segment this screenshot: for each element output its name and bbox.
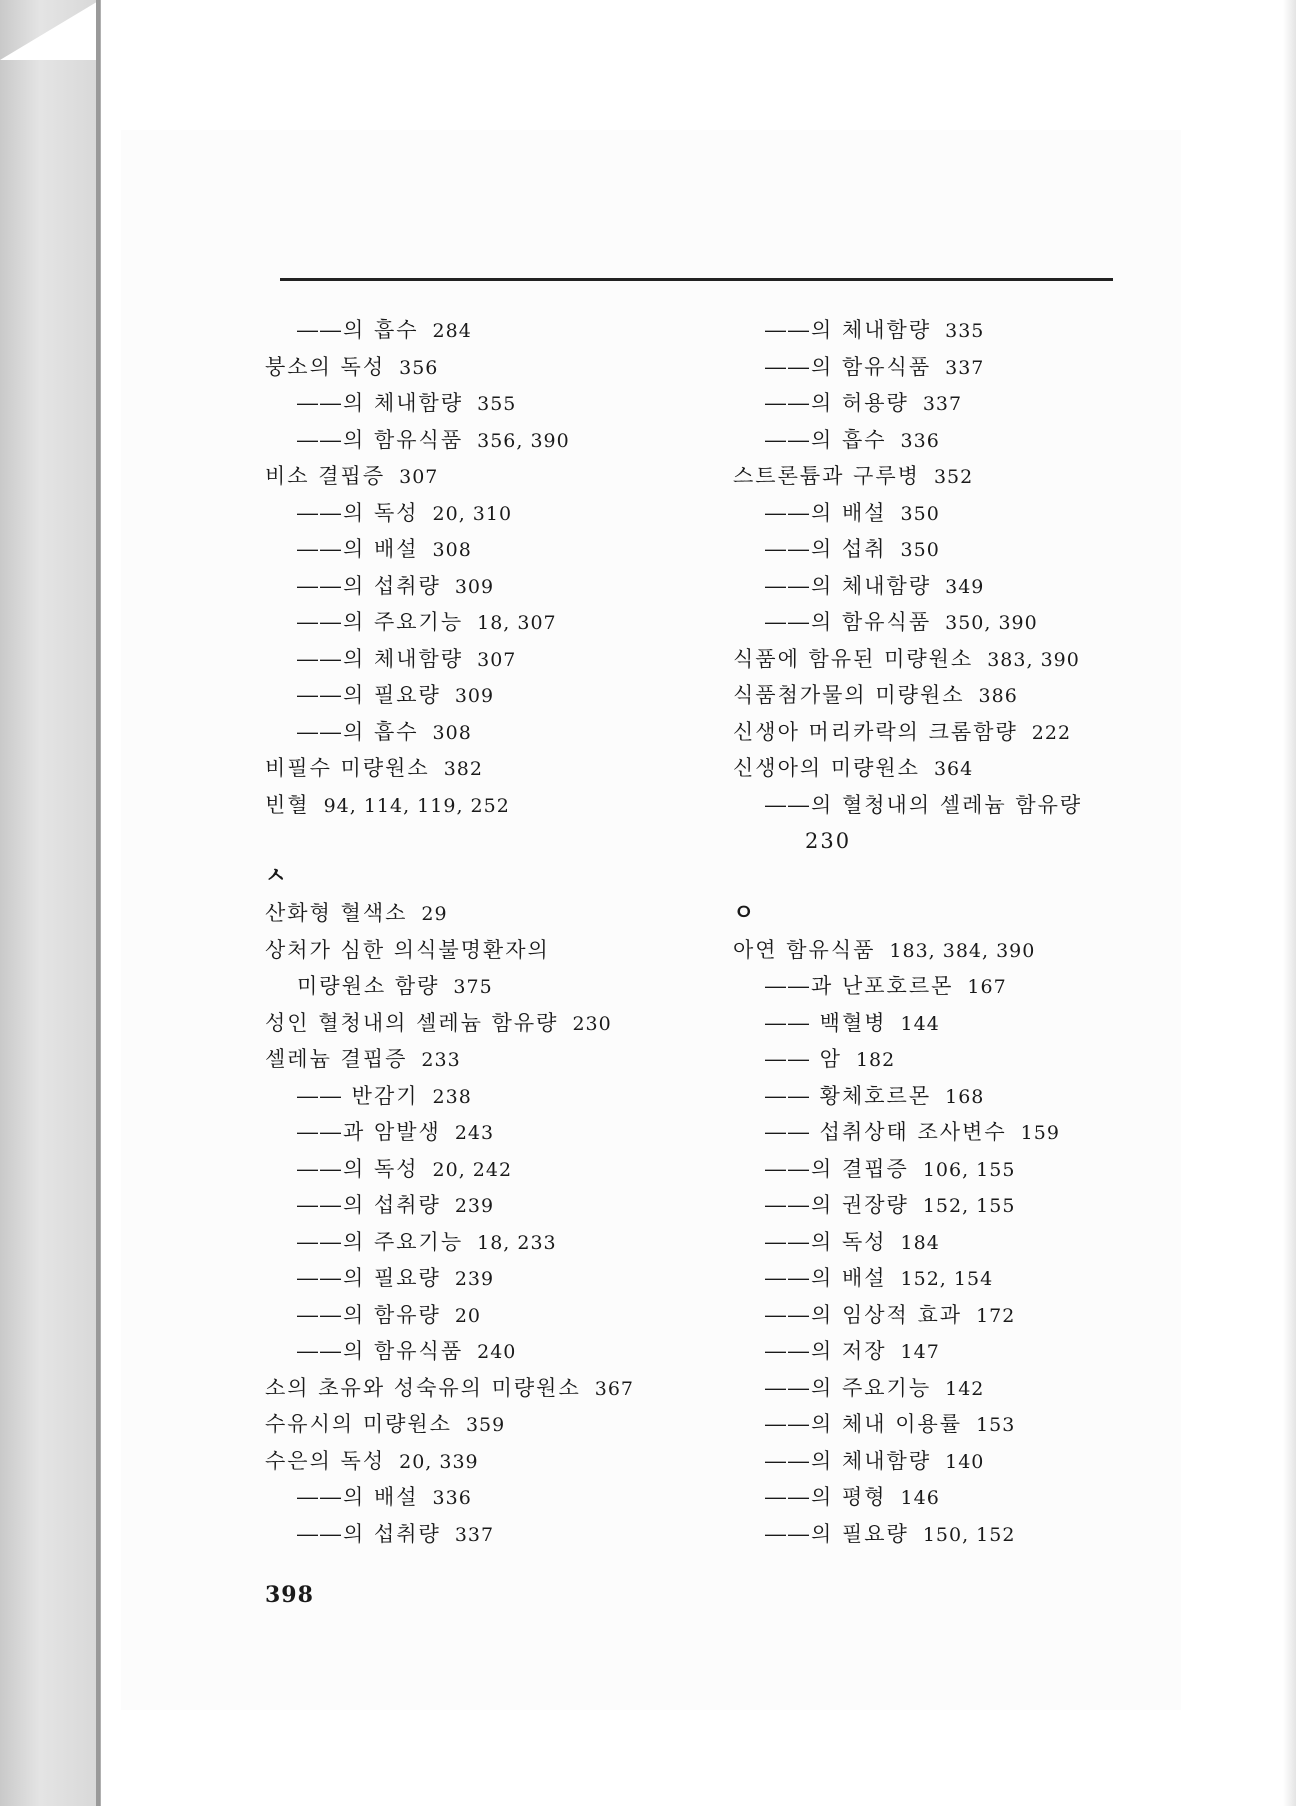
index-entry bbox=[733, 312, 1113, 349]
index-entry bbox=[733, 1260, 1113, 1297]
index-entry bbox=[733, 787, 1113, 824]
index-term: ――의 평형 bbox=[765, 1485, 887, 1509]
index-page-refs: 20, 242 bbox=[432, 1158, 513, 1181]
index-entry bbox=[733, 968, 1113, 1005]
index-page-refs: 222 bbox=[1031, 721, 1072, 744]
index-page-refs: 349 bbox=[945, 575, 985, 598]
index-page-refs: 150, 152 bbox=[922, 1523, 1016, 1546]
index-term: 상처가 심한 의식불명환자의 bbox=[265, 937, 550, 962]
index-page-refs: 106, 155 bbox=[922, 1158, 1016, 1181]
index-term: ――의 주요기능 bbox=[297, 1229, 464, 1254]
index-term: ――의 함유식품 bbox=[297, 427, 464, 452]
index-entry bbox=[733, 823, 1113, 860]
index-term: ――의 섭취 bbox=[765, 537, 887, 561]
index-page-refs: 159 bbox=[1020, 1122, 1060, 1144]
index-entry bbox=[265, 385, 735, 422]
index-term: ―― 백혈병 bbox=[765, 1010, 887, 1035]
index-page-refs: 308 bbox=[432, 539, 472, 561]
index-entry bbox=[733, 1151, 1113, 1188]
index-entry bbox=[265, 1406, 735, 1443]
index-term: ――의 체내함량 bbox=[297, 646, 464, 671]
index-page-refs: 356 bbox=[399, 356, 439, 379]
index-entry bbox=[265, 1516, 735, 1553]
index-term: ――의 함유량 bbox=[297, 1302, 441, 1327]
index-entry bbox=[265, 422, 735, 459]
index-page-refs: 309 bbox=[454, 575, 495, 598]
index-term: ――의 체내함량 bbox=[765, 1448, 932, 1473]
index-page-refs: 350 bbox=[900, 502, 940, 525]
index-term: ――의 독성 bbox=[765, 1229, 887, 1254]
index-page-refs: 182 bbox=[855, 1049, 896, 1071]
index-term: ――의 배설 bbox=[765, 1266, 887, 1290]
index-entry bbox=[733, 1114, 1113, 1151]
index-page-refs: 355 bbox=[477, 393, 517, 415]
index-term: 빈혈 bbox=[265, 792, 310, 817]
index-term: ――의 배설 bbox=[765, 500, 887, 525]
index-term: ――의 체내 이용률 bbox=[765, 1412, 963, 1436]
index-term: ――의 배설 bbox=[297, 537, 419, 561]
index-term: ――의 주요기능 bbox=[765, 1375, 932, 1400]
index-page-refs: 309 bbox=[454, 685, 495, 707]
index-entry bbox=[265, 1151, 735, 1188]
index-page-refs: 337 bbox=[945, 356, 985, 379]
index-page-refs: 172 bbox=[976, 1304, 1016, 1327]
index-entry bbox=[733, 458, 1113, 495]
index-page-refs: 140 bbox=[945, 1450, 985, 1473]
index-term: ―― 암 bbox=[765, 1047, 842, 1071]
index-term: ――의 허용량 bbox=[765, 391, 909, 415]
index-section-heading: ㅅ bbox=[265, 863, 289, 889]
index-term: 신생아의 미량원소 bbox=[733, 756, 920, 780]
index-page-refs: 152, 155 bbox=[922, 1195, 1016, 1217]
index-term: ――의 독성 bbox=[297, 500, 419, 525]
index-term: 소의 초유와 성숙유의 미량원소 bbox=[265, 1375, 581, 1400]
index-entry bbox=[265, 1443, 735, 1480]
index-term: ――의 임상적 효과 bbox=[765, 1302, 963, 1327]
index-term: ――의 체내함량 bbox=[297, 391, 464, 415]
index-entry bbox=[265, 312, 735, 349]
index-entry bbox=[733, 1370, 1113, 1407]
index-page-refs: 233 bbox=[421, 1049, 461, 1071]
index-page-refs: 240 bbox=[477, 1341, 517, 1363]
index-spacer bbox=[265, 823, 735, 857]
index-entry bbox=[733, 495, 1113, 532]
index-page-refs: 337 bbox=[922, 393, 963, 415]
index-entry bbox=[265, 1078, 735, 1115]
index-page-refs: 367 bbox=[594, 1377, 635, 1400]
index-entry bbox=[733, 422, 1113, 459]
index-term: ――의 혈청내의 셀레늄 함유량 bbox=[765, 792, 1083, 817]
index-page-refs: 239 bbox=[454, 1268, 495, 1290]
index-page-refs: 29 bbox=[421, 903, 448, 925]
index-entry bbox=[733, 1041, 1113, 1078]
index-page-refs: 383, 390 bbox=[987, 648, 1080, 671]
index-page-refs: 356, 390 bbox=[477, 429, 570, 452]
index-entry bbox=[733, 714, 1113, 751]
index-entry bbox=[265, 895, 735, 932]
index-page-refs: 307 bbox=[477, 648, 517, 671]
index-page-refs: 20, 339 bbox=[399, 1450, 479, 1473]
index-term: 비필수 미량원소 bbox=[265, 756, 430, 780]
index-entry bbox=[733, 1078, 1113, 1115]
index-entry bbox=[733, 568, 1113, 605]
index-entry bbox=[733, 531, 1113, 568]
index-entry bbox=[265, 349, 735, 386]
index-page-refs: 336 bbox=[900, 429, 940, 452]
index-page-refs: 142 bbox=[945, 1377, 985, 1400]
index-term: 셀레늄 결핍증 bbox=[265, 1047, 408, 1071]
index-page-refs: 20 bbox=[454, 1304, 482, 1327]
index-entry bbox=[265, 714, 735, 751]
index-page-refs: 350, 390 bbox=[945, 612, 1038, 634]
index-term: ――의 흡수 bbox=[297, 719, 419, 744]
index-term: 비소 결핍증 bbox=[265, 464, 386, 488]
index-page-refs: 352 bbox=[933, 466, 974, 488]
index-entry bbox=[265, 495, 735, 532]
index-entry bbox=[733, 1333, 1113, 1370]
index-term: 식품첨가물의 미량원소 bbox=[733, 683, 965, 707]
index-page-refs: 18, 307 bbox=[477, 612, 557, 634]
index-page-refs: 350 bbox=[900, 539, 940, 561]
header-rule bbox=[280, 278, 1113, 281]
index-page-refs: 239 bbox=[454, 1195, 495, 1217]
index-term: ―― 반감기 bbox=[297, 1083, 419, 1108]
index-entry bbox=[733, 1406, 1113, 1443]
index-entry bbox=[265, 677, 735, 714]
index-term: ――과 암발생 bbox=[297, 1120, 441, 1144]
index-term: ――의 함유식품 bbox=[765, 354, 932, 379]
index-entry bbox=[265, 1297, 735, 1334]
index-entry bbox=[733, 1479, 1113, 1516]
index-term: 수유시의 미량원소 bbox=[265, 1412, 452, 1436]
index-page-refs: 184 bbox=[900, 1231, 940, 1254]
index-term: ――의 흡수 bbox=[297, 318, 419, 342]
index-term: ――의 배설 bbox=[297, 1485, 419, 1509]
index-term: 신생아 머리카락의 크롬함량 bbox=[733, 719, 1018, 744]
index-entry bbox=[733, 1224, 1113, 1261]
index-entry bbox=[733, 932, 1113, 969]
index-entry bbox=[265, 1333, 735, 1370]
index-entry bbox=[733, 641, 1113, 678]
index-entry bbox=[265, 1114, 735, 1151]
index-entry bbox=[265, 531, 735, 568]
index-term: 230 bbox=[805, 829, 852, 853]
index-entry bbox=[265, 1260, 735, 1297]
index-page-refs: 152, 154 bbox=[900, 1268, 994, 1290]
index-term: 붕소의 독성 bbox=[265, 354, 386, 379]
index-entry bbox=[733, 1005, 1113, 1042]
index-term: 수은의 독성 bbox=[265, 1448, 386, 1473]
index-term: ――과 난포호르몬 bbox=[765, 974, 954, 998]
index-column-left bbox=[265, 312, 735, 1552]
index-spacer bbox=[733, 860, 1113, 894]
index-term: ――의 권장량 bbox=[765, 1193, 909, 1217]
index-entry bbox=[265, 1005, 735, 1042]
index-page-refs: 153 bbox=[976, 1414, 1016, 1436]
index-term: 식품에 함유된 미량원소 bbox=[733, 646, 974, 671]
index-page-refs: 147 bbox=[900, 1341, 940, 1363]
index-entry bbox=[265, 458, 735, 495]
index-page-refs: 382 bbox=[443, 758, 483, 780]
index-term: ――의 섭취량 bbox=[297, 1521, 441, 1546]
index-page-refs: 308 bbox=[432, 721, 472, 744]
index-term: ――의 함유식품 bbox=[765, 610, 932, 634]
index-entry bbox=[265, 932, 735, 969]
index-page-refs: 20, 310 bbox=[432, 502, 513, 525]
index-term: ――의 필요량 bbox=[765, 1521, 909, 1546]
index-term: ――의 결핍증 bbox=[765, 1156, 909, 1181]
index-entry bbox=[265, 968, 735, 1005]
index-entry bbox=[265, 1370, 735, 1407]
index-term: ―― 섭취상태 조사변수 bbox=[765, 1120, 1007, 1144]
index-page-refs: 284 bbox=[432, 320, 472, 342]
index-term: ―― 황체호르몬 bbox=[765, 1083, 932, 1108]
index-entry bbox=[265, 1041, 735, 1078]
book-spine bbox=[0, 0, 100, 1806]
index-term: ――의 독성 bbox=[297, 1156, 419, 1181]
page-number: 398 bbox=[265, 1582, 314, 1608]
index-term: 산화형 혈색소 bbox=[265, 901, 408, 925]
index-term: ――의 함유식품 bbox=[297, 1339, 464, 1363]
index-page-refs: 364 bbox=[933, 758, 974, 780]
index-term: 아연 함유식품 bbox=[733, 937, 876, 962]
index-entry bbox=[733, 750, 1113, 787]
index-term: 스트론튬과 구루병 bbox=[733, 464, 920, 488]
index-term: ――의 흡수 bbox=[765, 427, 887, 452]
index-entry bbox=[733, 1187, 1113, 1224]
index-entry bbox=[265, 641, 735, 678]
index-entry bbox=[733, 1516, 1113, 1553]
index-page-refs: 146 bbox=[900, 1487, 940, 1509]
index-page-refs: 168 bbox=[945, 1085, 985, 1108]
index-page-refs: 336 bbox=[432, 1487, 472, 1509]
index-page-refs: 386 bbox=[978, 685, 1018, 707]
index-section-heading: ㅇ bbox=[733, 899, 757, 926]
index-page-refs: 243 bbox=[454, 1122, 495, 1144]
index-page-refs: 167 bbox=[967, 976, 1007, 998]
page-edge bbox=[1283, 0, 1296, 1806]
index-page-refs: 375 bbox=[453, 976, 493, 998]
index-term: 미량원소 함량 bbox=[297, 974, 440, 998]
index-page-refs: 230 bbox=[572, 1012, 612, 1035]
index-term: 성인 혈청내의 셀레늄 함유량 bbox=[265, 1010, 559, 1035]
index-page-refs: 94, 114, 119, 252 bbox=[323, 794, 510, 817]
index-term: ――의 체내함량 bbox=[765, 318, 932, 342]
index-term: ――의 필요량 bbox=[297, 683, 441, 707]
index-entry bbox=[265, 1224, 735, 1261]
index-page-refs: 307 bbox=[399, 466, 439, 488]
index-entry bbox=[265, 1479, 735, 1516]
index-entry bbox=[733, 604, 1113, 641]
index-entry bbox=[733, 677, 1113, 714]
index-page-refs: 18, 233 bbox=[477, 1231, 557, 1254]
index-term: ――의 필요량 bbox=[297, 1266, 441, 1290]
index-term: ――의 체내함량 bbox=[765, 573, 932, 598]
index-page-refs: 337 bbox=[454, 1523, 495, 1546]
index-entry bbox=[265, 568, 735, 605]
index-term: ――의 주요기능 bbox=[297, 610, 464, 634]
index-entry bbox=[265, 604, 735, 641]
index-entry bbox=[265, 1187, 735, 1224]
index-page-refs: 144 bbox=[900, 1012, 940, 1035]
index-entry bbox=[733, 1297, 1113, 1334]
index-entry bbox=[733, 1443, 1113, 1480]
index-column-right bbox=[733, 312, 1113, 1552]
index-term: ――의 섭취량 bbox=[297, 1193, 441, 1217]
index-entry bbox=[733, 385, 1113, 422]
index-page-refs: 238 bbox=[432, 1085, 472, 1108]
index-page-refs: 359 bbox=[465, 1414, 506, 1436]
index-entry bbox=[733, 349, 1113, 386]
index-entry bbox=[265, 750, 735, 787]
index-term: ――의 섭취량 bbox=[297, 573, 441, 598]
index-term: ――의 저장 bbox=[765, 1339, 887, 1363]
index-entry bbox=[265, 787, 735, 824]
index-page-refs: 335 bbox=[945, 320, 985, 342]
index-page-refs: 183, 384, 390 bbox=[889, 939, 1036, 962]
